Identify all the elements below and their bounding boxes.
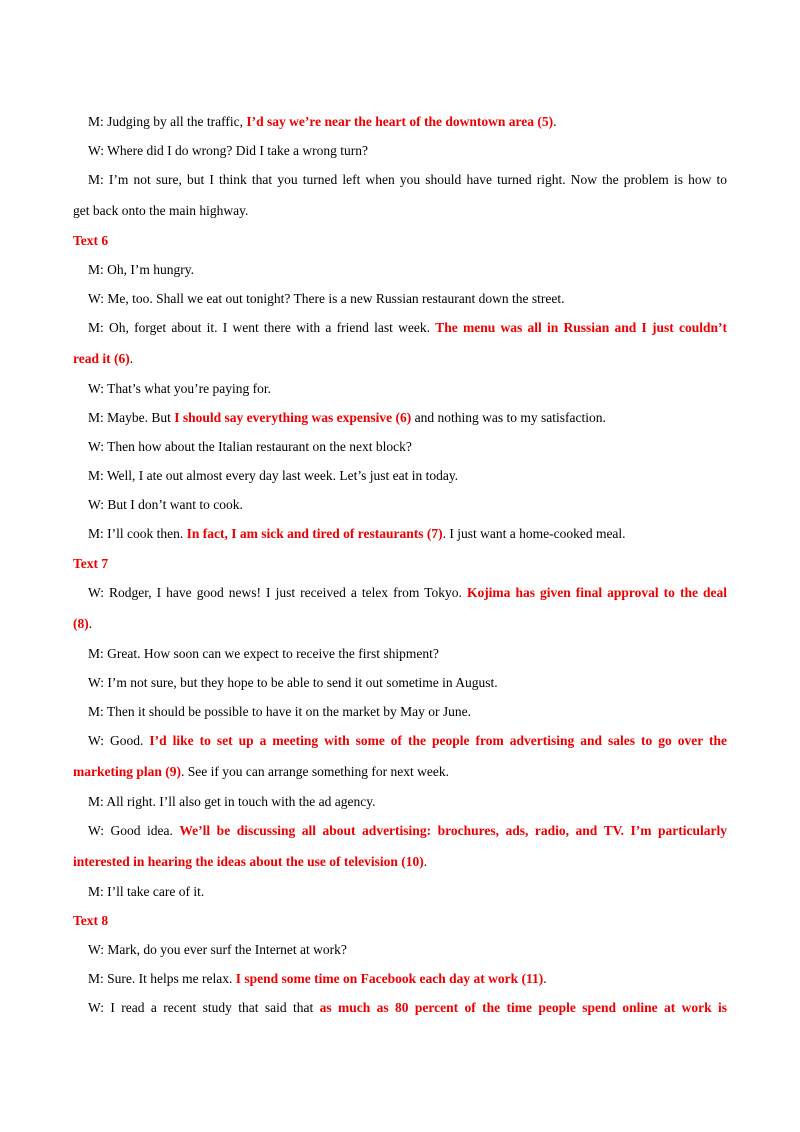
dialogue-line	[88, 646, 727, 662]
dialogue-line	[88, 497, 727, 513]
dialogue-line	[88, 410, 727, 426]
text-segment: M: I’ll cook then.	[88, 525, 187, 541]
dialogue-line-continuation	[73, 351, 727, 367]
heading-text: Text 6	[73, 232, 109, 248]
text-segment: W: Where did I do wrong? Did I take a wrong turn?	[88, 142, 369, 158]
dialogue-line	[88, 585, 727, 601]
dialogue-line	[88, 262, 727, 278]
dialogue-line	[88, 320, 727, 336]
dialogue-line	[88, 971, 727, 987]
text-segment: M: All right. I’ll also get in touch with the ad agency.	[88, 793, 376, 809]
text-segment: M: I’ll take care of it.	[88, 883, 205, 899]
text-segment: M: Then it should be possible to have it on the market by May or June.	[88, 703, 471, 719]
dialogue-line	[88, 942, 727, 958]
text-segment: W: Good idea.	[88, 822, 180, 838]
heading-text: Text 7	[73, 555, 109, 571]
answer-highlight: as much as 80 percent of the time people spend online at work is	[319, 999, 727, 1015]
text-segment: W: I read a recent study that said that	[88, 999, 320, 1015]
answer-highlight: The menu was all in Russian and I just couldn’t	[435, 319, 727, 335]
dialogue-line-continuation	[73, 854, 727, 870]
text-segment: .	[88, 615, 93, 631]
dialogue-line	[88, 114, 727, 130]
text-segment: W: That’s what you’re paying for.	[88, 380, 271, 396]
dialogue-line	[88, 526, 727, 542]
dialogue-line-continuation	[73, 764, 727, 780]
dialogue-line	[88, 172, 727, 188]
text-segment: and nothing was to my satisfaction.	[411, 409, 606, 425]
dialogue-line-continuation	[73, 616, 727, 632]
text-segment: W: Good.	[88, 732, 150, 748]
dialogue-line	[88, 291, 727, 307]
answer-highlight: read it (6)	[73, 350, 130, 366]
text-segment: M: Oh, I’m hungry.	[88, 261, 194, 277]
text-segment: W: I’m not sure, but they hope to be able to send it out sometime in August.	[88, 674, 498, 690]
text-segment: W: Mark, do you ever surf the Internet at work?	[88, 941, 347, 957]
text-segment: W: Rodger, I have good news! I just received a telex from Tokyo.	[88, 584, 467, 600]
answer-highlight: I spend some time on Facebook each day at work (11)	[235, 970, 544, 986]
text-segment: .	[553, 113, 557, 129]
text-segment: W: Me, too. Shall we eat out tonight? There is a new Russian restaurant down the street.	[88, 290, 565, 306]
text-segment: . I just want a home-cooked meal.	[442, 525, 626, 541]
text-segment: M: Well, I ate out almost every day last week. Let’s just eat in today.	[88, 467, 459, 483]
dialogue-line-continuation	[73, 203, 727, 219]
text-segment: get back onto the main highway.	[73, 202, 249, 218]
section-heading	[73, 233, 727, 249]
answer-highlight: (8)	[73, 615, 89, 631]
answer-highlight: I’d say we’re near the heart of the downtown area (5)	[246, 113, 554, 129]
dialogue-line	[88, 143, 727, 159]
text-segment: M: Oh, forget about it. I went there with a friend last week.	[88, 319, 436, 335]
section-heading	[73, 556, 727, 572]
answer-highlight: marketing plan (9)	[73, 763, 181, 779]
heading-text: Text 8	[73, 912, 109, 928]
section-heading	[73, 913, 727, 929]
dialogue-line	[88, 794, 727, 810]
dialogue-line	[88, 884, 727, 900]
text-segment: .	[423, 853, 428, 869]
dialogue-line	[88, 1000, 727, 1016]
text-segment: M: Judging by all the traffic,	[88, 113, 247, 129]
text-segment: W: Then how about the Italian restaurant on the next block?	[88, 438, 412, 454]
answer-highlight: In fact, I am sick and tired of restaurants (7)	[186, 525, 443, 541]
dialogue-line	[88, 439, 727, 455]
text-segment: M: I’m not sure, but I think that you turned left when you should have turned right. Now the problem is how to	[88, 171, 727, 187]
answer-highlight: Kojima has given final approval to the deal	[466, 584, 727, 600]
dialogue-line	[88, 704, 727, 720]
dialogue-line	[88, 468, 727, 484]
text-segment: M: Sure. It helps me relax.	[88, 970, 236, 986]
text-segment: .	[129, 350, 134, 366]
answer-highlight: We’ll be discussing all about advertising: brochures, ads, radio, and TV. I’m particularly	[179, 822, 727, 838]
text-segment: . See if you can arrange something for next week.	[181, 763, 450, 779]
dialogue-line	[88, 733, 727, 749]
answer-highlight: interested in hearing the ideas about the use of television (10)	[73, 853, 424, 869]
text-segment: M: Maybe. But	[88, 409, 175, 425]
text-segment: .	[543, 970, 547, 986]
dialogue-line	[88, 823, 727, 839]
text-segment: M: Great. How soon can we expect to receive the first shipment?	[88, 645, 439, 661]
text-segment: W: But I don’t want to cook.	[88, 496, 243, 512]
answer-highlight: I should say everything was expensive (6)	[174, 409, 412, 425]
answer-highlight: I’d like to set up a meeting with some of the people from advertising and sales to go over the	[149, 732, 727, 748]
dialogue-line	[88, 675, 727, 691]
dialogue-line	[88, 381, 727, 397]
